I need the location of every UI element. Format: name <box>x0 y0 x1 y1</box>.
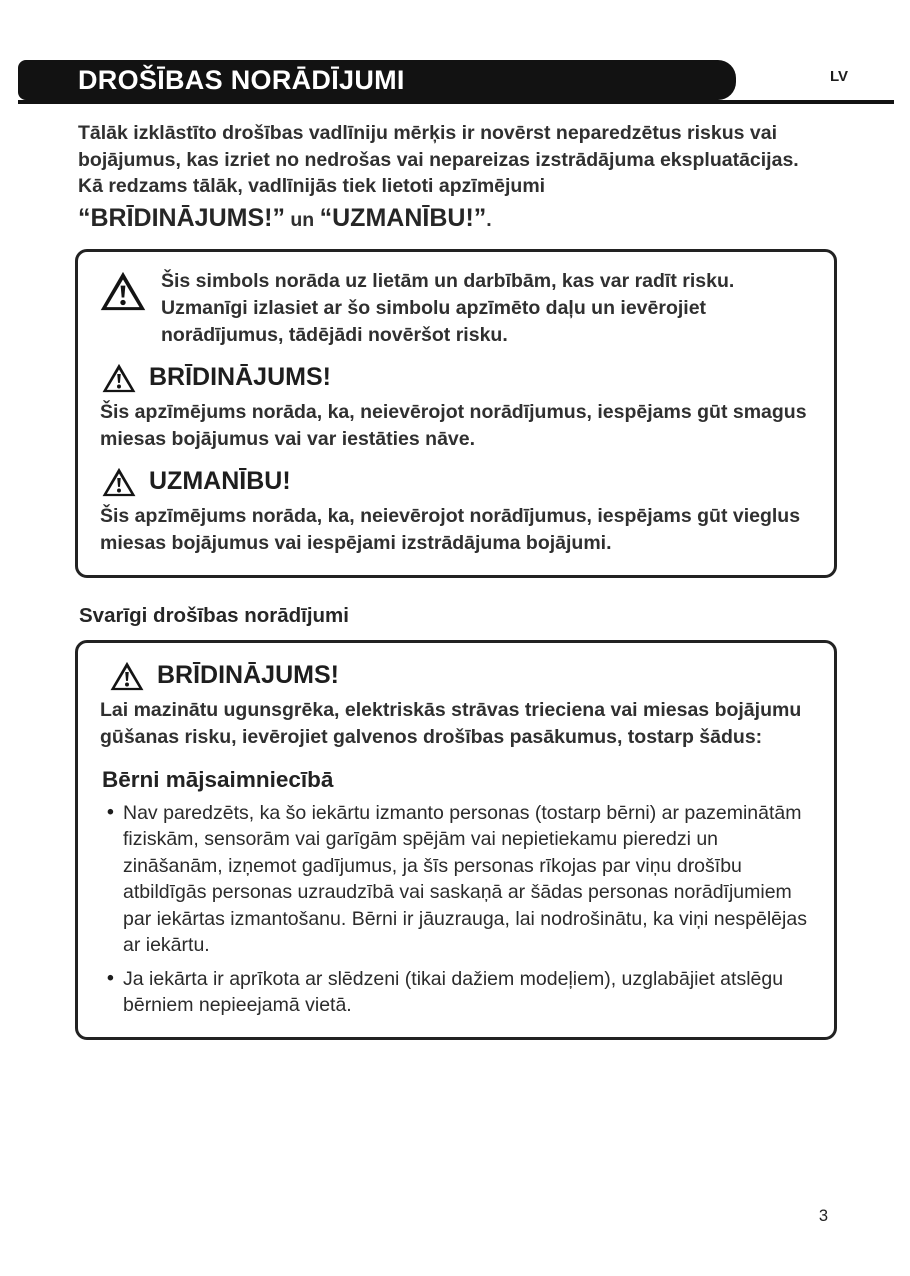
page-content <box>75 120 837 1040</box>
header-bar <box>18 60 736 100</box>
intro-paragraph-2: Kā redzams tālāk, vadlīnijās tiek lietoti apzīmējumi <box>78 175 546 197</box>
language-code: LV <box>829 68 848 85</box>
warning-heading-label: BRĪDINĀJUMS! <box>149 363 331 391</box>
page-number: 3 <box>818 1207 828 1225</box>
safety-bullet-list <box>100 800 812 1019</box>
symbol-note-text: Šis simbols norāda uz lietām un darbībām, kas var radīt risku. Uzmanīgi izlasiet ar šo simbolu apzīmēto daļu un ievērojiet norādījumus, tādējādi novēršot risku. <box>161 269 735 346</box>
caution-heading-label: UZMANĪBU! <box>149 467 291 495</box>
term-caution: “UZMANĪBU!” <box>319 203 487 232</box>
page-header <box>18 60 894 104</box>
children-subheading: Bērni mājsaimniecībā <box>102 766 334 792</box>
symbols-box <box>75 249 837 578</box>
term-connector: un <box>284 208 320 231</box>
warning-description: Šis apzīmējums norāda, ka, neievērojot norādījumus, iespējams gūt smagus miesas bojājumus vai var iestāties nāve. <box>100 400 807 450</box>
list-item: • Ja iekārta ir aprīkota ar slēdzeni (tikai dažiem modeļiem), uzglabājiet atslēgu bērniem nepieejamā vietā. <box>106 966 812 1019</box>
term-period: . <box>486 208 492 231</box>
term-warning: “BRĪDINĀJUMS!” <box>78 203 285 232</box>
list-item: • Nav paredzēts, ka šo iekārtu izmanto personas (tostarp bērni) ar pazeminātām fiziskām, sensorām vai garīgām spējām vai nepietiekamu pieredzi un zināšanām, izņemot gadījumus, ja šīs personas rīkojas par viņu drošību atbildīgās personas uzraudzībā vai saskaņā ar šādas personas norādījumiem par iekārtas izmantošanu. Bērni ir jāuzrauga, lai nodrošinātu, ka viņi nespēlējas ar iekārtu. <box>106 800 812 959</box>
caution-description: Šis apzīmējums norāda, ka, neievērojot norādījumus, iespējams gūt vieglus miesas bojājumus vai iespējami izstrādājuma bojājumi. <box>100 504 801 554</box>
caution-heading <box>102 467 812 497</box>
important-safety-heading: Svarīgi drošības norādījumi <box>79 603 349 627</box>
warning-triangle-icon <box>102 467 136 497</box>
warning-box <box>75 640 837 1040</box>
warning-box-heading <box>110 661 812 691</box>
warning-box-heading-label: BRĪDINĀJUMS! <box>157 661 339 689</box>
warning-triangle-icon <box>100 271 146 311</box>
warning-box-intro: Lai mazinātu ugunsgrēka, elektriskās strāvas trieciena vai miesas bojājumu gūšanas risku, ievērojiet galvenos drošības pasākumus, tostarp šādus: <box>100 698 802 748</box>
symbol-note-row <box>100 268 812 349</box>
terms-line <box>75 201 837 239</box>
page-title: DROŠĪBAS NORĀDĪJUMI <box>78 64 405 95</box>
intro-paragraph-1: Tālāk izklāstīto drošības vadlīniju mērķis ir novērst neparedzētus riskus vai bojājumus, kas izriet no nedrošas vai nepareizas izstrādājuma ekspluatācijas. <box>78 122 799 171</box>
warning-triangle-icon <box>102 363 136 393</box>
warning-triangle-icon <box>110 661 144 691</box>
warning-heading <box>102 363 812 393</box>
